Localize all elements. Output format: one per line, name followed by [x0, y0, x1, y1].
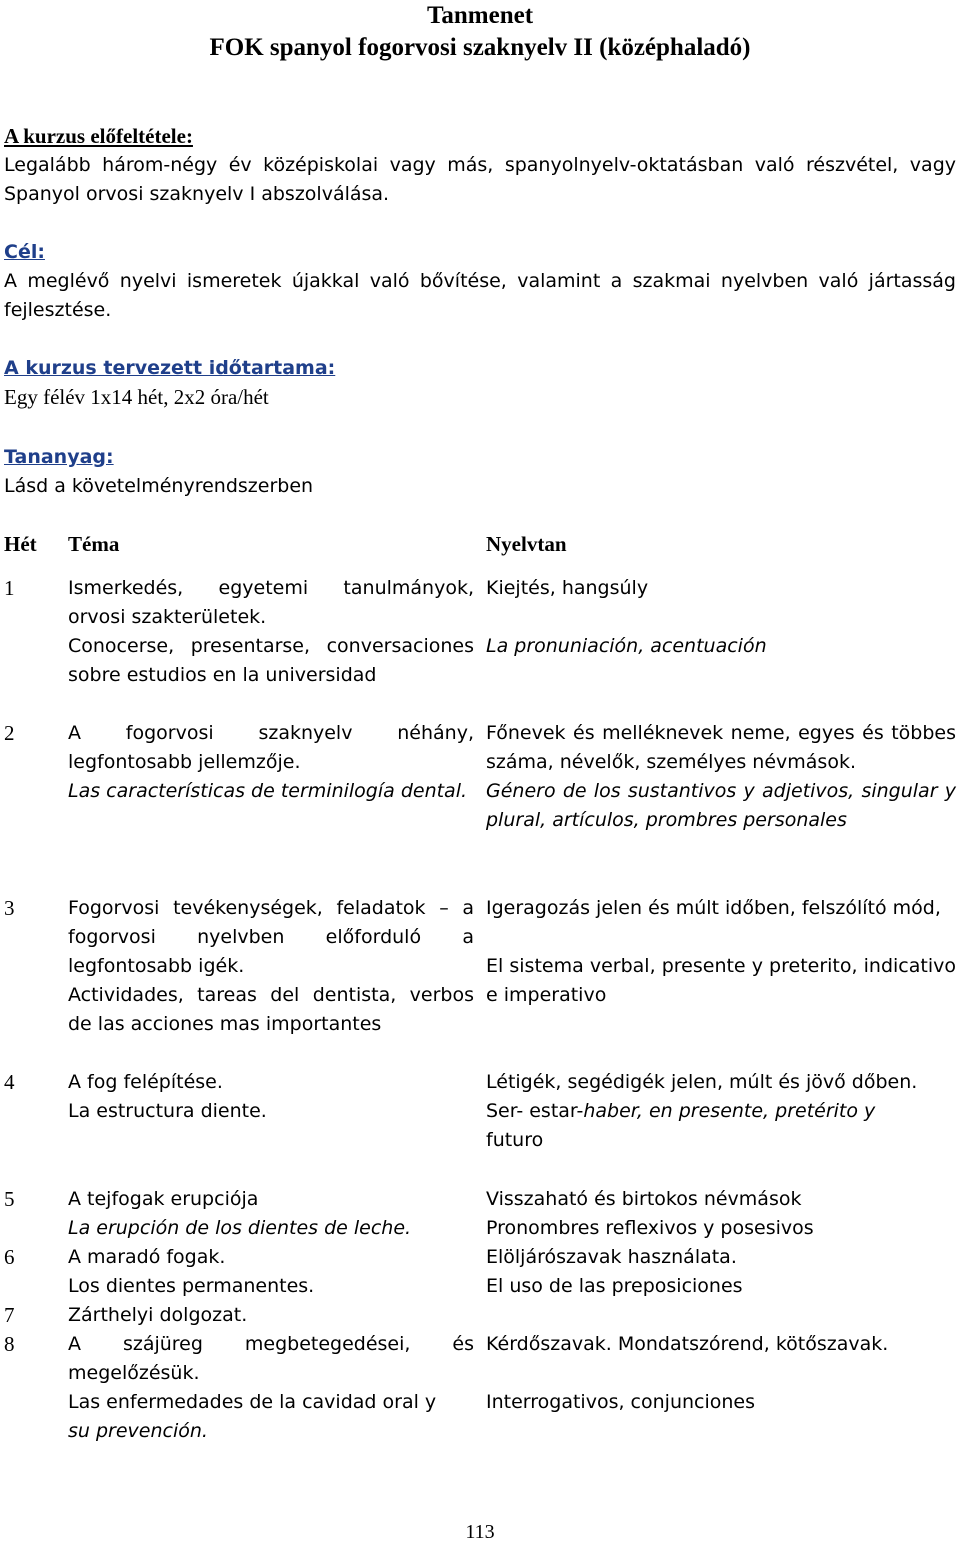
- week-number: 2: [4, 721, 15, 745]
- grammar-spanish-part-c: futuro: [486, 1129, 544, 1151]
- grammar-hungarian: Igeragozás jelen és múlt időben, felszólító mód,: [486, 897, 941, 919]
- duration-text: Egy félév 1x14 hét, 2x2 óra/hét: [4, 385, 269, 409]
- grammar-hungarian: Kiejtés, hangsúly: [486, 577, 649, 599]
- grammar-spanish: El sistema verbal, presente y preterito, indicativo e imperativo: [486, 955, 956, 1006]
- duration-heading: A kurzus tervezett időtartama:: [4, 357, 336, 379]
- topic-hungarian: A maradó fogak.: [68, 1246, 226, 1268]
- week-number: 7: [4, 1303, 15, 1327]
- header-grammar: Nyelvtan: [486, 532, 567, 556]
- grammar-spanish-part-a: Ser- estar-: [486, 1100, 584, 1122]
- grammar-hungarian: Elöljárószavak használata.: [486, 1246, 737, 1268]
- topic-spanish-part-a: Las enfermedades de la cavidad oral y: [68, 1391, 437, 1413]
- grammar-spanish: Pronombres reflexivos y posesivos: [486, 1217, 814, 1239]
- prerequisite-section: [4, 122, 956, 209]
- topic-hungarian: A tejfogak erupciója: [68, 1188, 259, 1210]
- topic-spanish: La erupción de los dientes de leche.: [68, 1217, 412, 1239]
- topic-hungarian: A fog felépítése.: [68, 1071, 223, 1093]
- grammar-spanish: [486, 1097, 956, 1126]
- prerequisite-text: Legalább három-négy év középiskolai vagy más, spanyolnyelv-oktatásban való részvétel, vagy Spanyol orvosi szaknyelv I abszolválása.: [4, 154, 956, 205]
- grammar-hungarian: Visszaható és birtokos névmások: [486, 1188, 802, 1210]
- document-title: [0, 0, 960, 64]
- week-number: 4: [4, 1070, 15, 1094]
- topic-spanish: Los dientes permanentes.: [68, 1275, 315, 1297]
- week-number: 1: [4, 576, 15, 600]
- goal-section: [4, 238, 956, 325]
- grammar-spanish: El uso de las preposiciones: [486, 1275, 743, 1297]
- grammar-spanish: Género de los sustantivos y adjetivos, singular y plural, artículos, prombres personales: [486, 780, 956, 831]
- grammar-spanish: Interrogativos, conjunciones: [486, 1391, 756, 1413]
- duration-section: [4, 354, 956, 412]
- schedule-table-header: [4, 530, 956, 560]
- topic-spanish: Las características de terminilogía dental.: [68, 780, 468, 802]
- title-line-2: FOK spanyol fogorvosi szaknyelv II (középhaladó): [209, 34, 751, 61]
- page-number: 113: [465, 1521, 495, 1543]
- topic-hungarian: Zárthelyi dolgozat.: [68, 1304, 248, 1326]
- prerequisite-heading: A kurzus előfeltétele:: [4, 124, 193, 148]
- title-line-1: Tanmenet: [426, 2, 534, 29]
- grammar-spanish: La pronuniación, acentuación: [486, 635, 767, 657]
- week-number: 5: [4, 1187, 15, 1211]
- topic-hungarian: Fogorvosi tevékenységek, feladatok – a fogorvosi nyelvben előforduló a legfontosabb igék.: [68, 897, 474, 977]
- topic-spanish: La estructura diente.: [68, 1100, 267, 1122]
- topic-hungarian: A fogorvosi szaknyelv néhány, legfontosabb jellemzője.: [68, 722, 474, 773]
- grammar-hungarian: Főnevek és melléknevek neme, egyes és többes száma, névelők, személyes névmások.: [486, 722, 956, 773]
- material-section: [4, 443, 956, 501]
- topic-spanish: Conocerse, presentarse, conversaciones sobre estudios en la universidad: [68, 635, 474, 686]
- goal-text: A meglévő nyelvi ismeretek újakkal való bővítése, valamint a szakmai nyelvben való jártasság fejlesztése.: [4, 270, 956, 321]
- material-text: Lásd a követelményrendszerben: [4, 475, 314, 497]
- grammar-spanish-part-b: haber, en presente, pretérito y: [583, 1100, 876, 1122]
- topic-spanish: Actividades, tareas del dentista, verbos de las acciones mas importantes: [68, 984, 474, 1035]
- grammar-hungarian: Létigék, segédigék jelen, múlt és jövő dőben.: [486, 1071, 918, 1093]
- topic-hungarian: A szájüreg megbetegedései, és megelőzésük.: [68, 1333, 474, 1384]
- topic-hungarian: Ismerkedés, egyetemi tanulmányok, orvosi szakterületek.: [68, 577, 474, 628]
- week-number: 6: [4, 1245, 15, 1269]
- grammar-hungarian: Kérdőszavak. Mondatszórend, kötőszavak.: [486, 1333, 889, 1355]
- material-heading: Tananyag:: [4, 446, 114, 468]
- week-number: 3: [4, 896, 15, 920]
- week-number: 8: [4, 1332, 15, 1356]
- header-topic: Téma: [68, 532, 120, 556]
- header-week: Hét: [4, 532, 37, 556]
- goal-heading: Cél:: [4, 241, 45, 263]
- topic-spanish-part-b: su prevención.: [68, 1420, 208, 1442]
